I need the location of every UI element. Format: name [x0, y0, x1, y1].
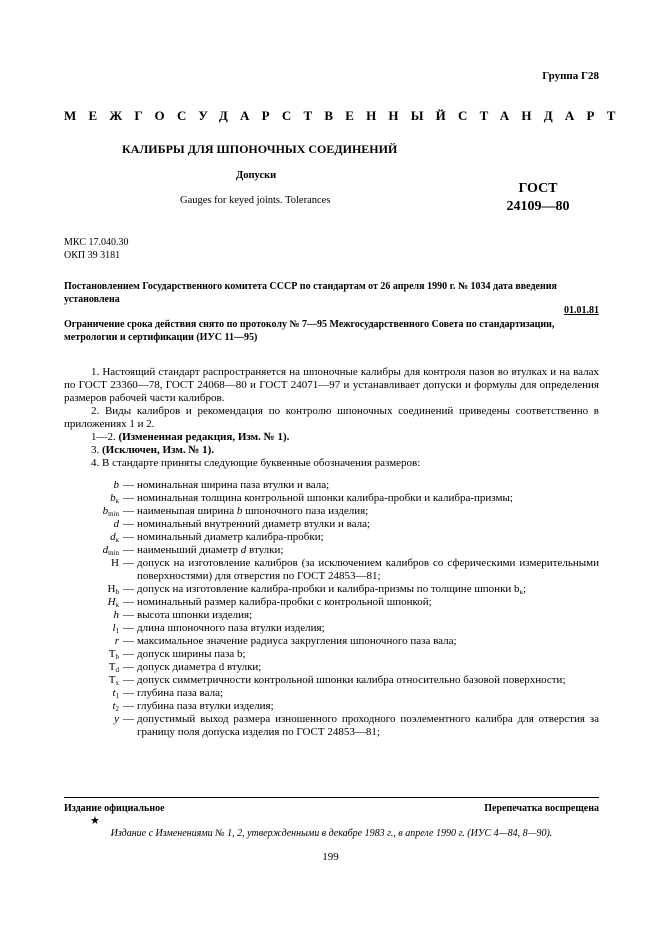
definition-row: d — номинальный внутренний диаметр втулки и вала; [64, 518, 599, 531]
definition-text: номинальная ширина паза втулки и вала; [137, 479, 330, 491]
definition-row: y — допустимый выход размера изношенного проходного поэлементного калибра для отверстия за границу поля допуска изделия по ГОСТ 24853—81; [64, 713, 599, 739]
definition-row: $d_{min}$ — наименьший диаметр d втулки; [64, 544, 599, 557]
definition-row: $t_1$ — глубина паза вала; [64, 687, 599, 700]
definition-row: b — номинальная ширина паза втулки и вала; [64, 479, 599, 492]
definition-text: глубина паза втулки изделия; [137, 700, 274, 712]
symbol: y [114, 713, 119, 725]
banner-word-interstate: МЕЖГОСУДАРСТВЕННЫЙ [64, 108, 458, 123]
definition-row: r — максимальное значение радиуса закругления шпоночного паза вала; [64, 635, 599, 648]
paragraph-4: 4. В стандарте приняты следующие буквенные обозначения размеров: [91, 457, 421, 469]
okp-code: ОКП 39 3181 [64, 250, 121, 261]
symbol: $b_к$ [110, 492, 119, 505]
definition-row: $T_x$ — допуск симметричности контрольной шпонки калибра относительно базовой поверхности; [64, 674, 599, 687]
introduction-date: 01.01.81 [564, 305, 599, 316]
symbol: $T_b$ [108, 648, 119, 661]
definition-row: $H_к$ — номинальный размер калибра-пробки с контрольной шпонкой; [64, 596, 599, 609]
amendment-prefix: 1—2. [91, 431, 119, 443]
official-edition-label: Издание официальное [64, 803, 165, 814]
gost-number: 24109—80 [506, 199, 570, 214]
edition-note: Издание с Изменениями № 1, 2, утвержденными в декабре 1983 г., в апреле 1990 г. (ИУС 4—84, 8—90). [110, 828, 553, 839]
page-number: 199 [322, 851, 339, 863]
paragraph-3-prefix: 3. [91, 444, 102, 456]
definition-text: высота шпонки изделия; [137, 609, 253, 621]
classification-codes [64, 236, 128, 262]
symbol: $d_{min}$ [102, 544, 119, 557]
excluded-note: (Исключен, Изм. № 1). [102, 444, 215, 456]
definition-row: $b_{min}$ — наименьшая ширина b шпоночного паза изделия; [64, 505, 599, 518]
paragraph-1: 1. Настоящий стандарт распространяется на шпоночные калибры для контроля пазов во втулках и на валах по ГОСТ 23360—78, ГОСТ 24068—80 и ГОСТ 24071—97 и устанавливает допуски и формулы для определения размеров рабочей части калибров. [64, 366, 599, 404]
amendment-note: (Измененная редакция, Изм. № 1). [118, 431, 290, 443]
definition-text: допуск ширины паза b; [137, 648, 246, 660]
definition-text: допуск симметричности контрольной шпонки калибра относительно базовой поверхности; [137, 674, 566, 686]
definition-row: $d_к$ — номинальный диаметр калибра-пробки; [64, 531, 599, 544]
definition-text: допуск на изготовление калибров (за исключением калибров со сферическими измерительными поверхностями) для отверстия по ГОСТ 24853—81; [137, 557, 599, 582]
symbol: H [111, 557, 119, 569]
standard-banner [64, 108, 628, 124]
reprint-prohibited-label: Перепечатка воспрещена [484, 803, 599, 814]
mks-code: МКС 17.040.30 [64, 237, 129, 248]
symbol: d [113, 518, 119, 530]
definition-text: допуск на изготовление калибра-пробки и калибра-призмы по толщине шпонки $b_к$; [137, 583, 527, 596]
symbol: $H_к$ [107, 596, 119, 609]
body-text [64, 366, 599, 470]
definition-text: номинальный диаметр калибра-пробки; [137, 531, 324, 543]
symbol: b [113, 479, 119, 491]
definition-text: максимальное значение радиуса закругления шпоночного паза вала; [137, 635, 457, 647]
document-subtitle: Допуски [236, 170, 277, 181]
definition-text: наименьший диаметр d втулки; [137, 544, 284, 556]
definition-row: $H_b$ — допуск на изготовление калибра-пробки и калибра-призмы по толщине шпонки $b_к$; [64, 583, 599, 596]
definition-text: глубина паза вала; [137, 687, 224, 699]
symbol: r [114, 635, 119, 647]
document-title: КАЛИБРЫ ДЛЯ ШПОНОЧНЫХ СОЕДИНЕНИЙ [122, 142, 398, 156]
definitions-list [64, 479, 599, 739]
definition-text: номинальная толщина контрольной шпонки калибра-пробки и калибра-призмы; [137, 492, 513, 504]
paragraph-3 [64, 444, 599, 457]
decree-text: Постановлением Государственного комитета СССР по стандартам от 26 апреля 1990 г. № 1034 дата введения установлена [64, 281, 557, 305]
definition-row: $T_b$ — допуск ширины паза b; [64, 648, 599, 661]
symbol: h [113, 609, 119, 621]
star-icon: ★ [90, 815, 100, 827]
definition-row: h — высота шпонки изделия; [64, 609, 599, 622]
group-code: Группа Г28 [542, 70, 599, 82]
gost-label: ГОСТ [518, 181, 558, 196]
symbol: $H_b$ [107, 583, 119, 596]
definition-row: H — допуск на изготовление калибров (за исключением калибров со сферическими измерительными поверхностями) для отверстия по ГОСТ 24853—81; [64, 557, 599, 583]
definition-text: номинальный размер калибра-пробки с контрольной шпонкой; [137, 596, 432, 608]
footer-divider [64, 797, 599, 798]
limitation-text: Ограничение срока действия снято по протоколу № 7—95 Межгосударственного Совета по стандартизации, метрологии и сертификации (ИУС 11—95) [64, 319, 555, 343]
symbol: $d_к$ [110, 531, 119, 544]
symbol: $T_x$ [108, 674, 119, 687]
definition-text: наименьшая ширина b шпоночного паза изделия; [137, 505, 369, 517]
definition-text: допустимый выход размера изношенного проходного поэлементного калибра для отверстия за границу поля допуска изделия по ГОСТ 24853—81; [137, 713, 599, 738]
symbol: $t_2$ [112, 700, 119, 713]
paragraph-2: 2. Виды калибров и рекомендация по контролю шпоночных соединений приведены соответственно в приложениях 1 и 2. [64, 405, 599, 430]
definition-row: $t_2$ — глубина паза втулки изделия; [64, 700, 599, 713]
definition-text: номинальный внутренний диаметр втулки и вала; [137, 518, 371, 530]
symbol: $l_1$ [112, 622, 119, 635]
paragraph-amendment [64, 431, 599, 444]
english-title: Gauges for keyed joints. Tolerances [180, 195, 331, 206]
definition-row: $b_к$ — номинальная толщина контрольной шпонки калибра-пробки и калибра-призмы; [64, 492, 599, 505]
gost-designation [498, 180, 578, 216]
definition-row: $T_d$ — допуск диаметра d втулки; [64, 661, 599, 674]
banner-word-standard: СТАНДАРТ [458, 108, 628, 123]
symbol: $T_d$ [108, 661, 119, 674]
symbol: $b_{min}$ [102, 505, 119, 518]
definition-text: длина шпоночного паза втулки изделия; [137, 622, 325, 634]
symbol: $t_1$ [112, 687, 119, 700]
definition-row: $l_1$ — длина шпоночного паза втулки изделия; [64, 622, 599, 635]
definition-text: допуск диаметра d втулки; [137, 661, 262, 673]
